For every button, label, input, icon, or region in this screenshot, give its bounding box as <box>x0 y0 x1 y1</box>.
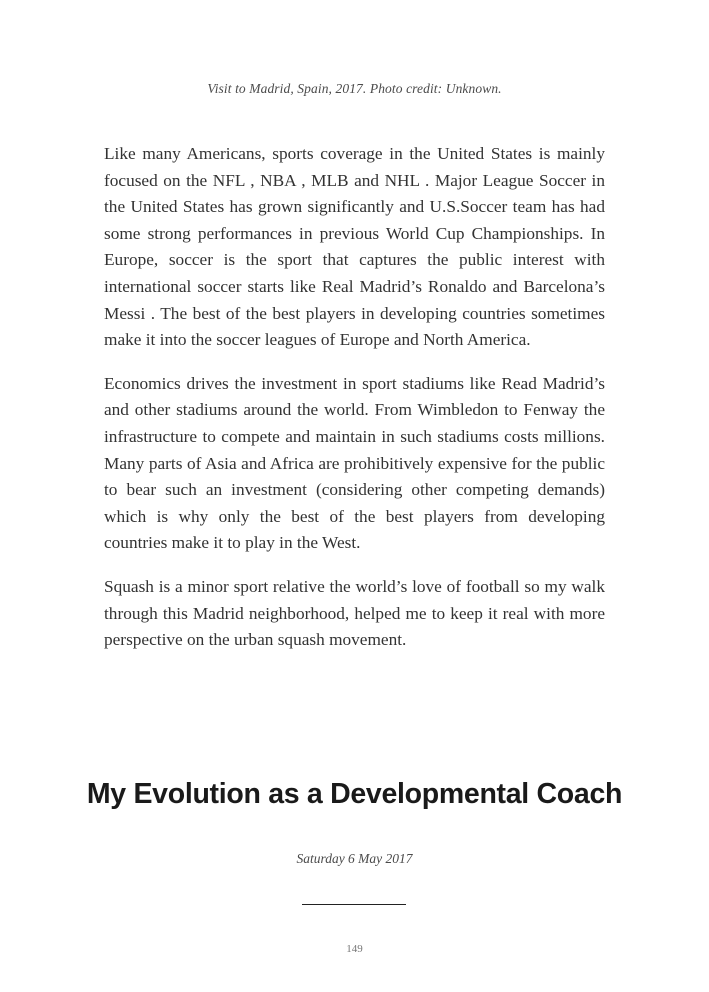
page-number: 149 <box>346 943 363 955</box>
paragraph-economics: Economics drives the investment in sport stadiums like Read Madrid’s and other stadiums around the world. From Wimbledon to Fenway the infrastructure to compete and maintain in such stadiums costs millions. Many parts of Asia and Africa are prohibitively expensive for the public to bear such an investment (considering other competing demands) which is why only the best of the best players from developing countries make it to play in the West. <box>104 373 605 553</box>
section-date: Saturday 6 May 2017 <box>296 851 413 866</box>
section-divider <box>302 904 406 905</box>
section-title: My Evolution as a Developmental Coach <box>86 778 623 810</box>
article-body <box>104 141 605 671</box>
paragraph-sports-coverage: Like many Americans, sports coverage in the United States is mainly focused on the NFL , NBA , MLB and NHL . Major League Soccer in the United States has grown significantly and U.S.Soccer team has had some strong performances in previous World Cup Championships. In Europe, soccer is the sport that captures the public interest with international soccer starts like Real Madrid’s Ronaldo and Barcelona’s Messi . The best of the best players in developing countries sometimes make it into the soccer leagues of Europe and North America. <box>104 144 605 350</box>
paragraph-squash: Squash is a minor sport relative the world’s love of football so my walk through this Madrid neighborhood, helped me to keep it real with more perspective on the urban squash movement. <box>104 576 605 650</box>
photo-caption: Visit to Madrid, Spain, 2017. Photo credit: Unknown. <box>207 81 502 96</box>
